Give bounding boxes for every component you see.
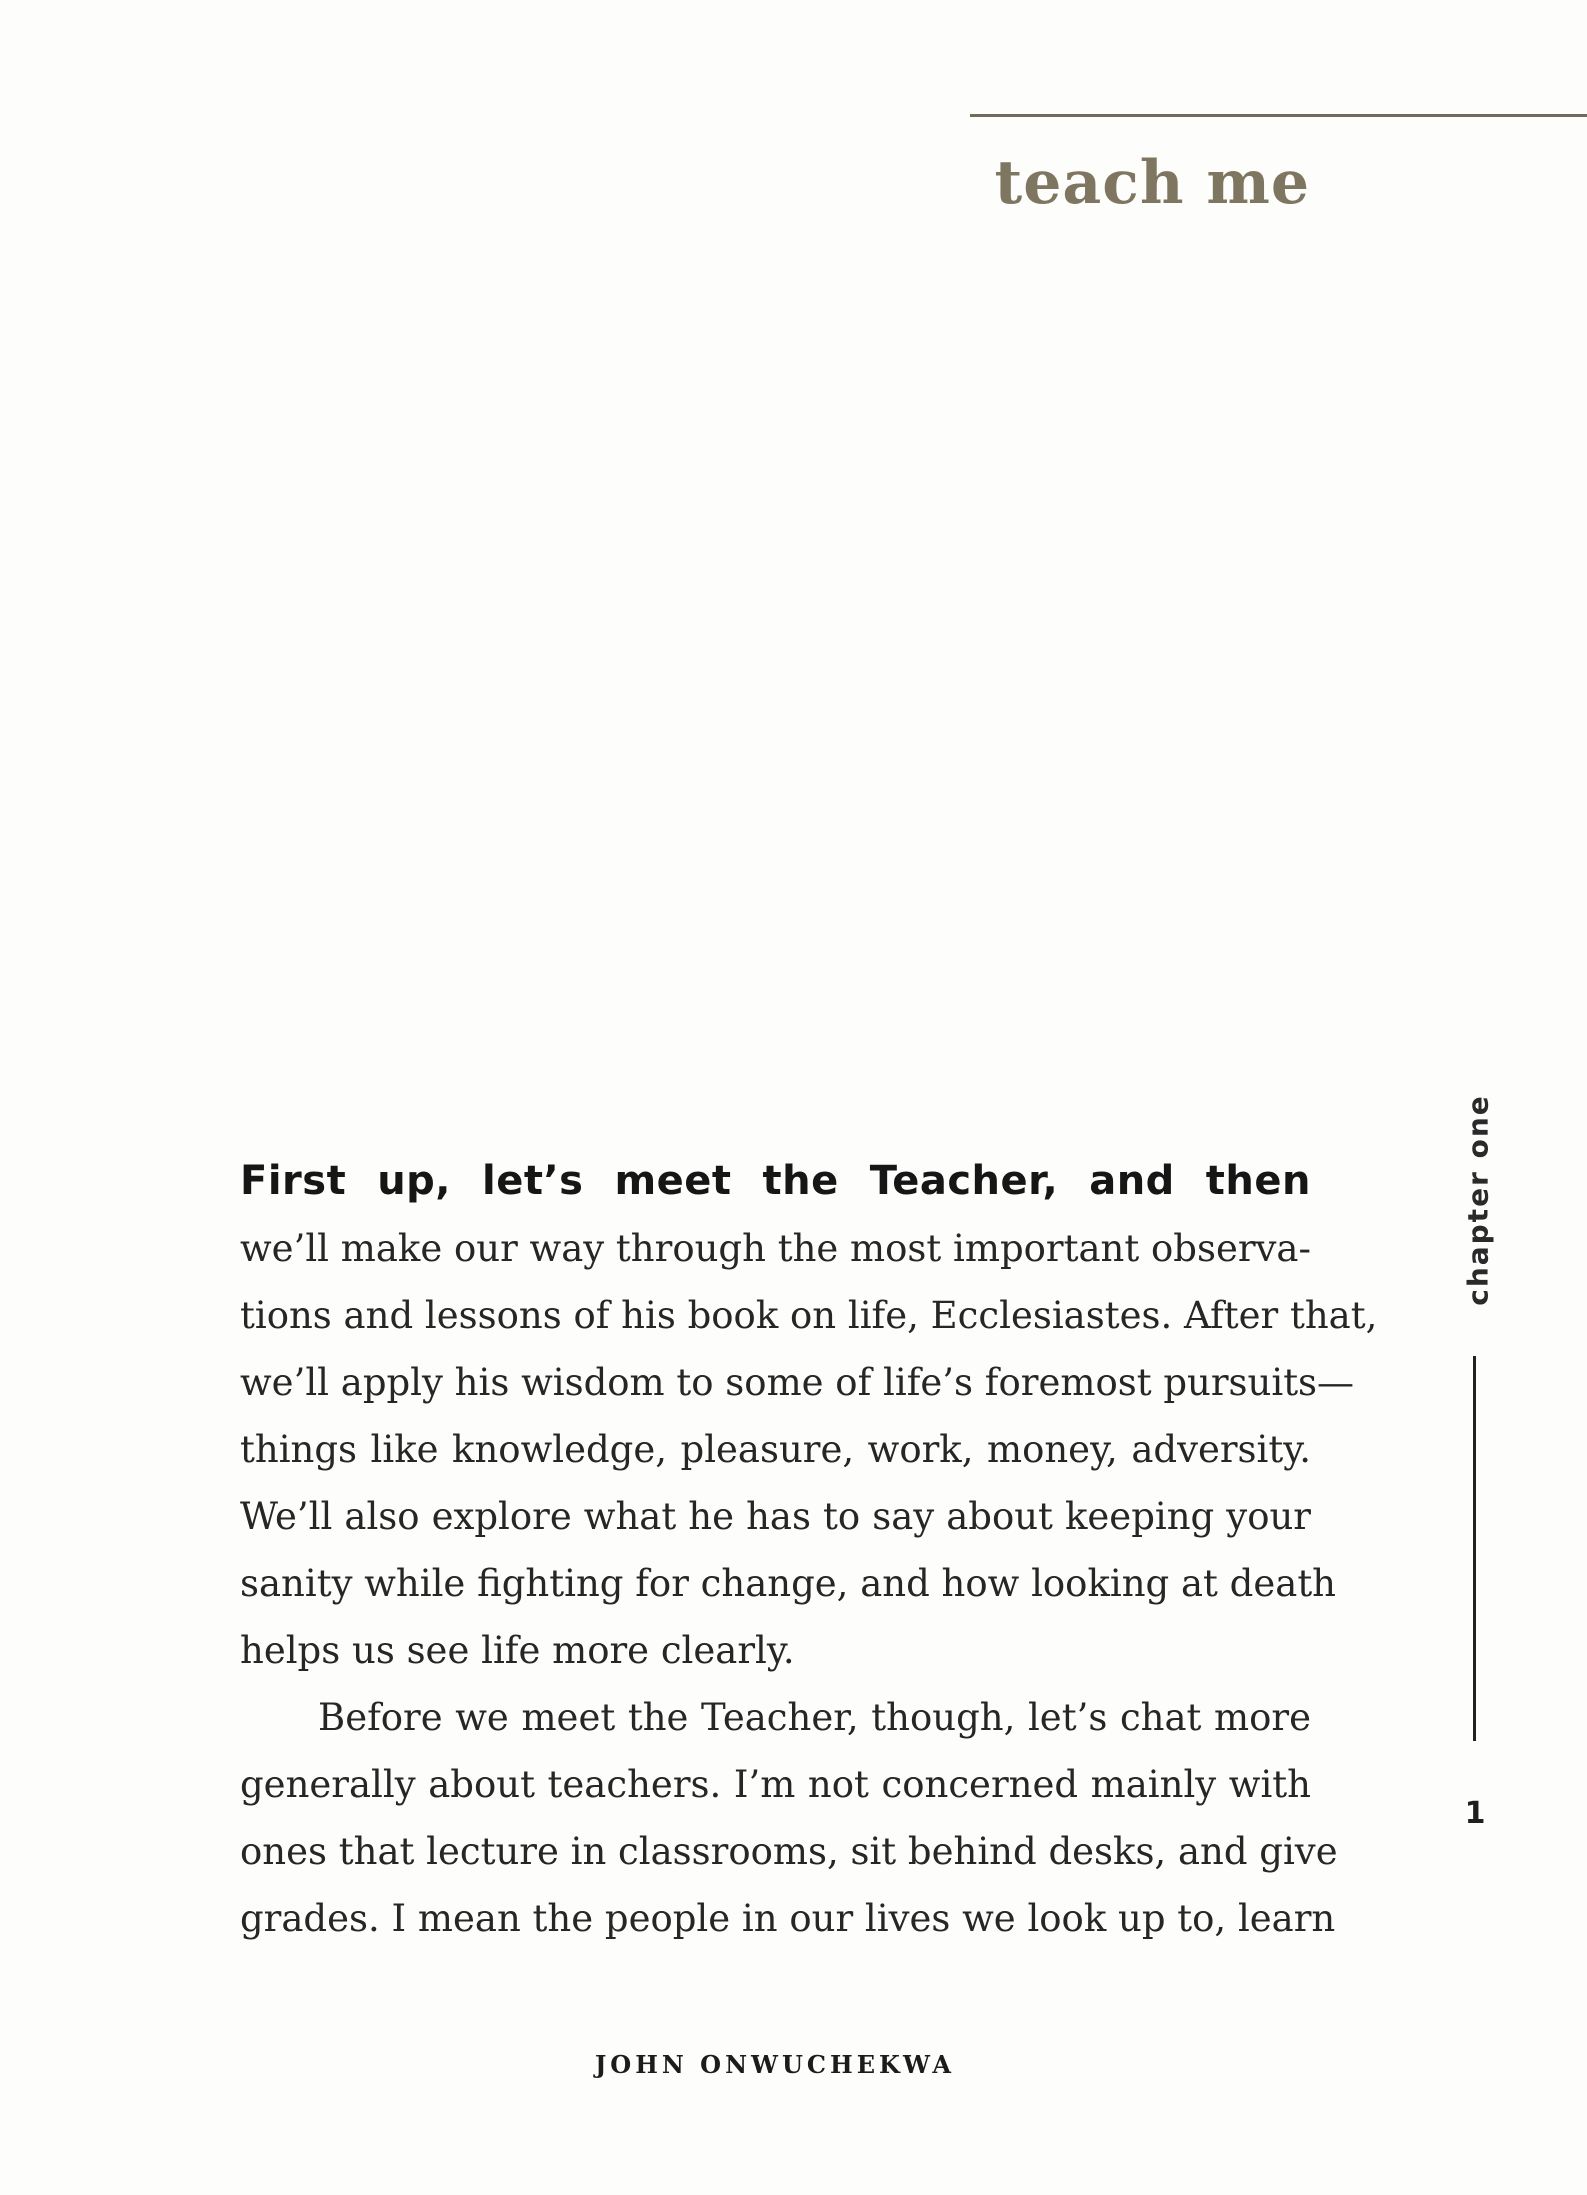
body-line: we’ll apply his wisdom to some of life’s foremost pursuits— (240, 1361, 1355, 1404)
body-line: grades. I mean the people in our lives we look up to, learn (240, 1897, 1336, 1940)
chapter-title: teach me (994, 148, 1310, 218)
header-rule (970, 114, 1587, 117)
body-line: ones that lecture in classrooms, sit behind desks, and give (240, 1830, 1338, 1873)
body-line: We’ll also explore what he has to say about keeping your (240, 1495, 1311, 1538)
body-line: helps us see life more clearly. (240, 1629, 795, 1672)
body-line: we’ll make our way through the most important observa- (240, 1227, 1311, 1270)
page-number: 1 (1464, 1796, 1486, 1831)
chapter-side-label-text: chapter one (1461, 1094, 1495, 1306)
footer-author: JOHN ONWUCHEKWA (594, 2050, 956, 2079)
body-line: generally about teachers. I’m not concerned mainly with (240, 1763, 1311, 1806)
side-rule (1473, 1356, 1476, 1741)
body-line: sanity while fighting for change, and how looking at death (240, 1562, 1337, 1605)
chapter-side-label (1448, 1085, 1508, 1315)
lead-line: First up, let’s meet the Teacher, and then (240, 1158, 1311, 1204)
body-line: things like knowledge, pleasure, work, money, adversity. (240, 1428, 1311, 1471)
body-line: tions and lessons of his book on life, Ecclesiastes. After that, (240, 1294, 1378, 1337)
body-text (240, 1148, 1378, 1952)
body-line: Before we meet the Teacher, though, let’s chat more (318, 1696, 1311, 1739)
